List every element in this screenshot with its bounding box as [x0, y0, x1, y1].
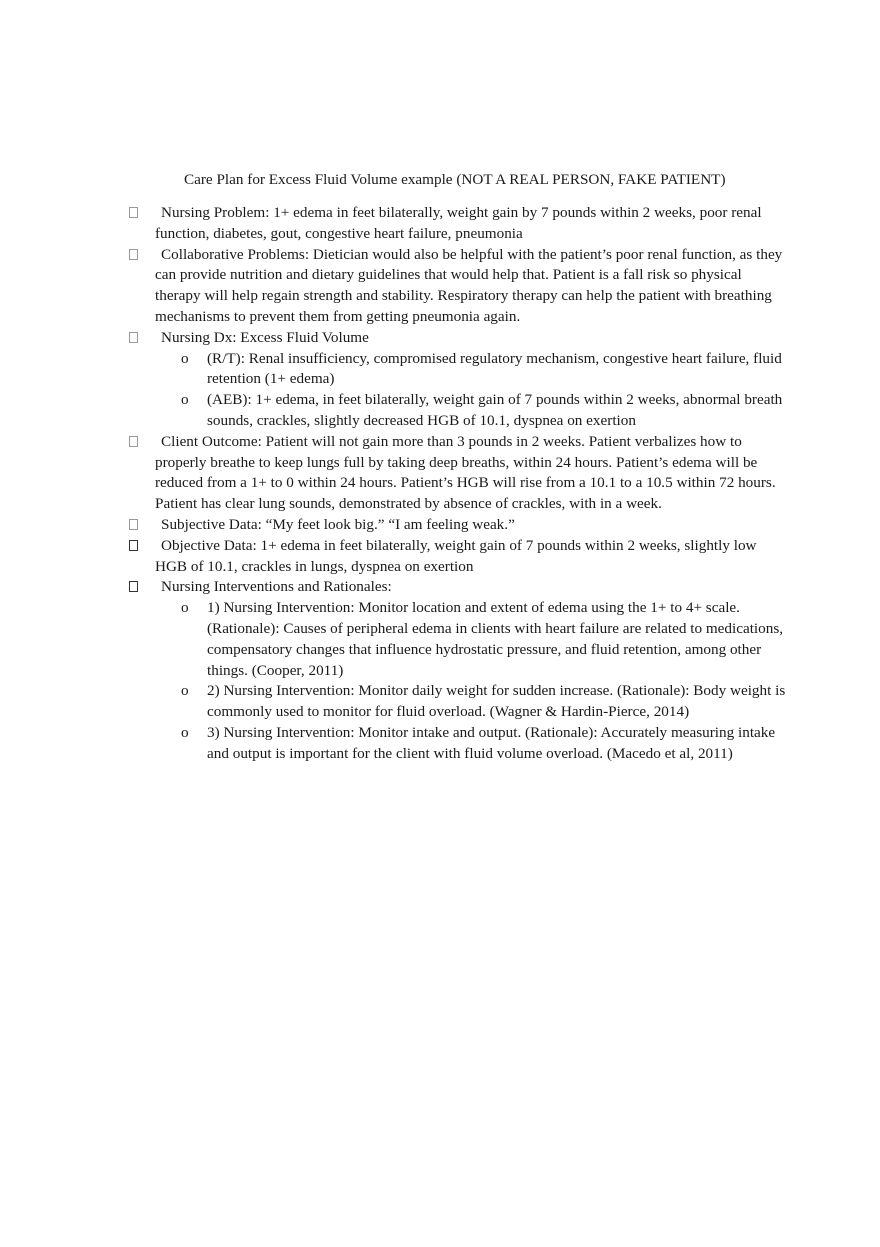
- sub-bullet-marker: o: [181, 599, 189, 617]
- checkbox-bullet-icon: [129, 540, 138, 551]
- checkbox-bullet-icon: [129, 436, 138, 447]
- list-item-collaborative-problems: [0, 245, 785, 328]
- nursing-dx-sublist: [0, 349, 880, 432]
- list-item-text: Objective Data: 1+ edema in feet bilaterally, weight gain of 7 pounds within 2 weeks, slightly low HGB of 10.1, crackles in lungs, dyspnea on exertion: [155, 536, 757, 575]
- list-item-client-outcome: [0, 432, 785, 515]
- checkbox-bullet-icon: [129, 249, 138, 260]
- sub-item-text: 1) Nursing Intervention: Monitor location and extent of edema using the 1+ to 4+ scale. (Rationale): Causes of peripheral edema in clients with heart failure are related to medications, compensatory changes that influence hydrostatic pressure, and fluid retention, among other things. (Cooper, 2011): [207, 599, 784, 679]
- sub-bullet-marker: o: [181, 682, 189, 700]
- sub-item-intervention-3: [0, 723, 787, 765]
- sub-item-text: 2) Nursing Intervention: Monitor daily weight for sudden increase. (Rationale): Body weight is commonly used to monitor for fluid overload. (Wagner & Hardin-Pierce, 2014): [207, 682, 786, 721]
- sub-bullet-marker: o: [181, 391, 189, 409]
- sub-item-text: 3) Nursing Intervention: Monitor intake and output. (Rationale): Accurately measuring intake and output is important for the client with fluid volume overload. (Macedo et al, 2011): [207, 723, 776, 762]
- sub-bullet-marker: o: [181, 723, 189, 741]
- list-item-text: Nursing Problem: 1+ edema in feet bilaterally, weight gain by 7 pounds within 2 weeks, poor renal function, diabetes, gout, congestive heart failure, pneumonia: [155, 204, 762, 242]
- list-item-objective-data: [0, 536, 785, 578]
- list-item-text: Client Outcome: Patient will not gain more than 3 pounds in 2 weeks. Patient verbalizes how to properly breathe to keep lungs full by taking deep breaths, within 24 hours. Patient’s edema will be reduced from a 1+ to 0 within 24 hours. Patient’s HGB will rise from a 10.1 to a 10.5 within 72 hours. Patient has clear lung sounds, demonstrated by absence of crackles, with in a week.: [155, 432, 776, 513]
- list-item-subjective-data: [0, 515, 785, 536]
- list-item-nursing-problem: [0, 203, 785, 245]
- sub-item-intervention-1: [0, 598, 787, 681]
- checkbox-bullet-icon: [129, 519, 138, 530]
- checkbox-bullet-icon: [129, 207, 138, 218]
- checkbox-bullet-icon: [129, 581, 138, 592]
- sub-item-text: (R/T): Renal insufficiency, compromised regulatory mechanism, congestive heart failure, fluid retention (1+ edema): [207, 349, 782, 388]
- sub-item-text: (AEB): 1+ edema, in feet bilaterally, weight gain of 7 pounds within 2 weeks, abnormal breath sounds, crackles, slightly decreased HGB of 10.1, dyspnea on exertion: [207, 391, 783, 429]
- list-item-text: Nursing Interventions and Rationales:: [161, 578, 392, 596]
- sub-item-intervention-2: [0, 681, 787, 723]
- list-item-text: Collaborative Problems: Dietician would also be helpful with the patient’s poor renal function, as they can provide nutrition and dietary guidelines that would help that. Patient is a fall risk so physical therapy will help regain strength and stability. Respiratory therapy can help the patient with breathing mechanisms to prevent them from getting pneumonia again.: [155, 245, 783, 325]
- sub-item-related-to: [0, 349, 787, 391]
- sub-item-as-evidenced-by: [0, 390, 787, 432]
- sub-bullet-marker: o: [181, 349, 189, 367]
- list-item-text: Nursing Dx: Excess Fluid Volume: [161, 328, 369, 346]
- list-item-interventions: [0, 577, 785, 598]
- list-item-text: Subjective Data: “My feet look big.” “I am feeling weak.”: [161, 515, 515, 533]
- list-item-nursing-dx: [0, 328, 785, 349]
- interventions-sublist: [0, 598, 880, 764]
- document-title: Care Plan for Excess Fluid Volume example (NOT A REAL PERSON, FAKE PATIENT): [184, 171, 726, 188]
- checkbox-bullet-icon: [129, 332, 138, 343]
- care-plan-list: [0, 203, 880, 765]
